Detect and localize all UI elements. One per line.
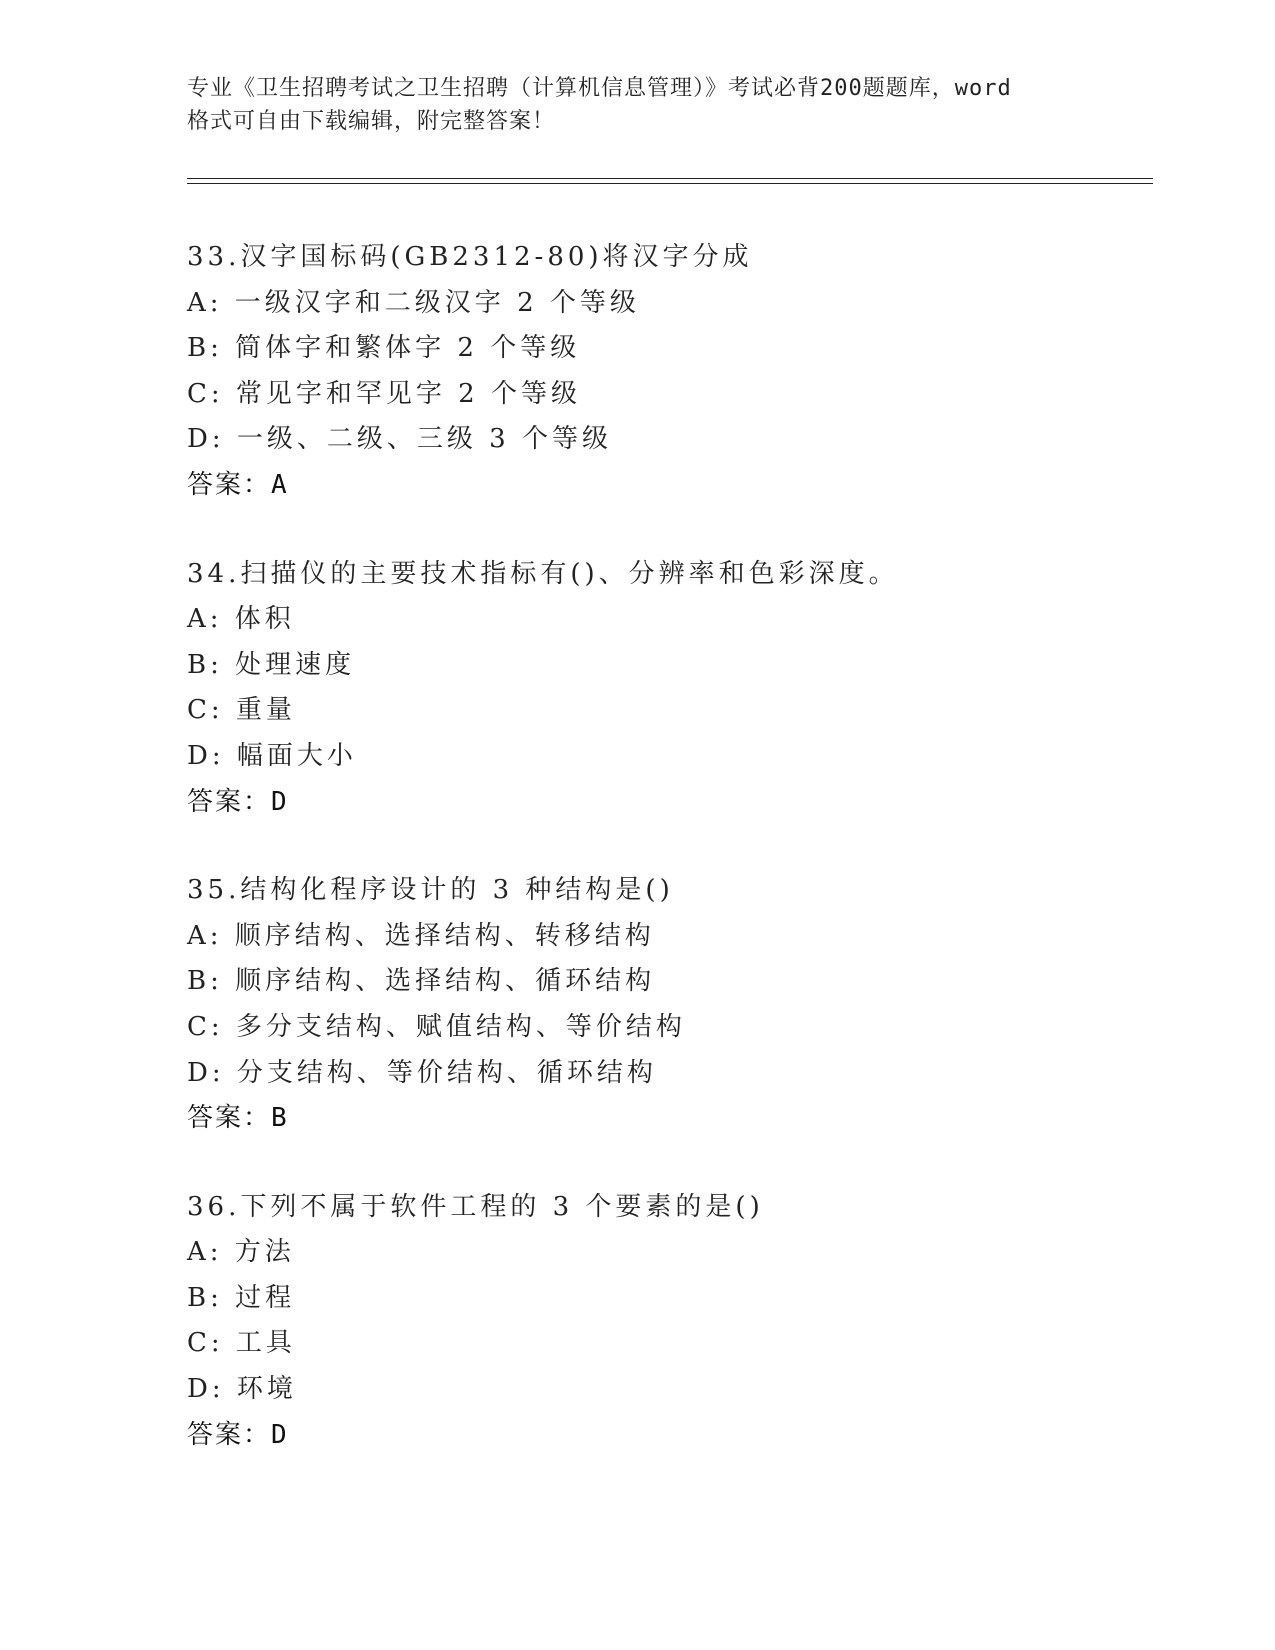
option-c: C: 常见字和罕见字 2 个等级 [187,378,581,409]
answer-line [187,463,1147,509]
question-34 [187,552,1147,826]
option-a: A: 方法 [187,1237,295,1268]
question-stem: 35.结构化程序设计的 3 种结构是() [187,875,674,906]
option-b: B: 顺序结构、选择结构、循环结构 [187,966,656,997]
answer-value: D [271,1419,289,1450]
option-d: D: 幅面大小 [187,740,357,771]
answer-line [187,1096,1147,1142]
option-d: D: 分支结构、等价结构、循环结构 [187,1057,657,1088]
question-stem: 36.下列不属于软件工程的 3 个要素的是() [187,1191,764,1222]
answer-label: 答案： [187,469,272,500]
option-c: C: 工具 [187,1328,296,1359]
option-a: A: 一级汉字和二级汉字 2 个等级 [187,287,640,318]
question-35 [187,868,1147,1142]
answer-line [187,1413,1147,1459]
option-b: B: 处理速度 [187,649,356,680]
header-line-2: 格式可自由下载编辑，附完整答案！ [187,109,556,134]
answer-value: B [271,1103,289,1134]
question-33 [187,235,1147,509]
option-b: B: 简体字和繁体字 2 个等级 [187,333,581,364]
question-stem: 33.汉字国标码(GB2312-80)将汉字分成 [187,242,753,272]
option-b: B: 过程 [187,1282,296,1313]
answer-value: A [271,469,289,500]
answer-label: 答案： [187,786,272,817]
option-c: C: 重量 [187,695,296,726]
document-header [187,72,1087,138]
header-divider-bottom [187,183,1153,184]
question-stem: 34.扫描仪的主要技术指标有()、分辨率和色彩深度。 [187,558,899,589]
option-d: D: 环境 [187,1374,297,1405]
answer-label: 答案： [187,1103,272,1134]
option-d: D: 一级、二级、三级 3 个等级 [187,424,612,455]
answer-value: D [271,786,289,817]
question-list [187,235,1147,1458]
option-a: A: 顺序结构、选择结构、转移结构 [187,920,655,951]
header-line-1: 专业《卫生招聘考试之卫生招聘（计算机信息管理）》考试必背200题题库，word [187,76,1012,101]
option-c: C: 多分支结构、赋值结构、等价结构 [187,1011,686,1042]
option-a: A: 体积 [187,604,295,635]
answer-line [187,780,1147,826]
header-divider-top [187,178,1153,179]
answer-label: 答案： [187,1419,272,1450]
question-36 [187,1185,1147,1459]
